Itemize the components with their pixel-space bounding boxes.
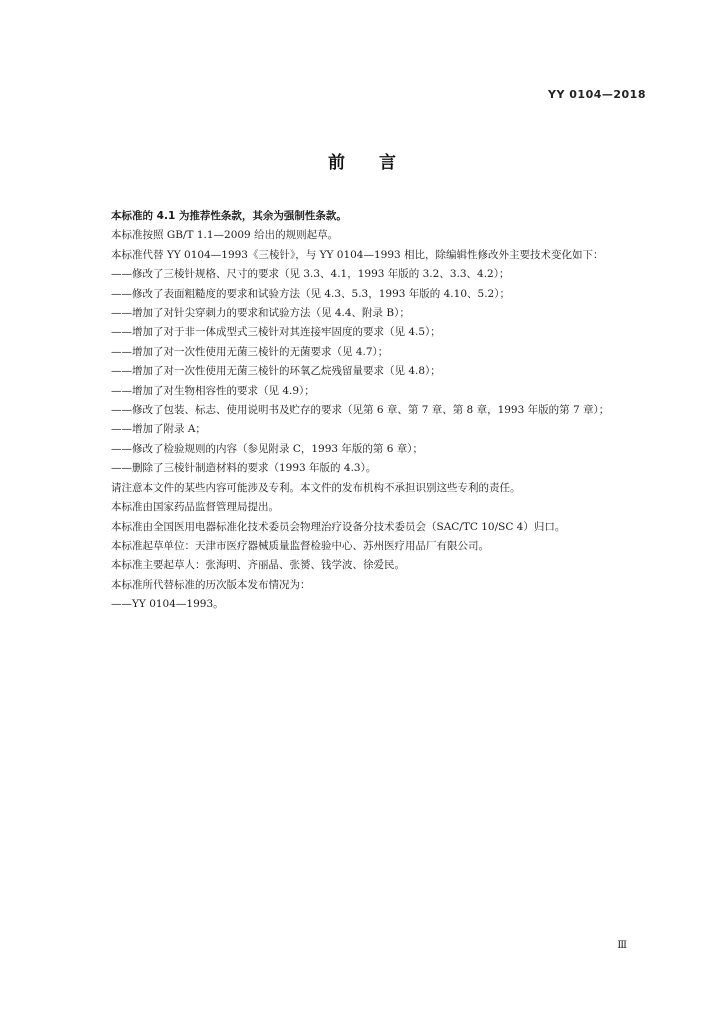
change-item: ——修改了检验规则的内容（参见附录 C，1993 年版的第 6 章）；	[111, 442, 424, 455]
paragraph-technical-committee: 本标准由全国医用电器标准化技术委员会物理治疗设备分技术委员会（SAC/TC 10/SC 4）归口。	[111, 520, 566, 533]
change-item: ——删除了三棱针制造材料的要求（1993 年版的 4.3）。	[111, 462, 377, 475]
paragraph-drafters: 本标准主要起草人：张海明、齐丽晶、张赟、钱学波、徐爱民。	[111, 559, 405, 572]
paragraph-replacement: 本标准代替 YY 0104—1993《三棱针》，与 YY 0104—1993 相比，除编辑性修改外主要技术变化如下：	[111, 248, 604, 261]
change-item: ——增加了对于非一体成型式三棱针对其连接牢固度的要求（见 4.5）；	[111, 326, 441, 339]
change-item: ——增加了附录 A；	[111, 423, 206, 436]
change-item: ——增加了对生物相容性的要求（见 4.9）；	[111, 384, 315, 397]
page-title: 前言	[328, 153, 430, 173]
change-item: ——增加了对针尖穿刺力的要求和试验方法（见 4.4、附录 B）；	[111, 307, 410, 320]
paragraph-mandatory-clauses: 本标准的 4.1 为推荐性条款，其余为强制性条款。	[111, 210, 347, 222]
change-item: ——增加了对一次性使用无菌三棱针的无菌要求（见 4.7）；	[111, 345, 389, 358]
paragraph-previous-editions: 本标准所代替标准的历次版本发布情况为：	[111, 578, 311, 591]
foreword-body	[90, 207, 650, 615]
standard-code: YY 0104—2018	[548, 88, 646, 101]
change-item: ——增加了对一次性使用无菌三棱针的环氧乙烷残留量要求（见 4.8）；	[111, 365, 441, 378]
change-item: ——修改了表面粗糙度的要求和试验方法（见 4.3、5.3，1993 年版的 4.10、5.2）；	[111, 287, 510, 300]
paragraph-drafting-rules: 本标准按照 GB/T 1.1—2009 给出的规则起草。	[111, 229, 339, 242]
paragraph-patent-notice: 请注意本文件的某些内容可能涉及专利。本文件的发布机构不承担识别这些专利的责任。	[111, 481, 521, 494]
change-item: ——修改了三棱针规格、尺寸的要求（见 3.3、4.1，1993 年版的 3.2、3.3、4.2）；	[111, 268, 510, 281]
change-item: ——修改了包装、标志、使用说明书及贮存的要求（见第 6 章、第 7 章、第 8 章，1993 年版的第 7 章）；	[111, 404, 610, 417]
page-number: Ⅲ	[617, 940, 627, 951]
previous-edition-item: ——YY 0104—1993。	[111, 598, 224, 611]
paragraph-proposed-by: 本标准由国家药品监督管理局提出。	[111, 501, 279, 514]
paragraph-drafting-units: 本标准起草单位：天津市医疗器械质量监督检验中心、苏州医疗用品厂有限公司。	[111, 539, 489, 552]
